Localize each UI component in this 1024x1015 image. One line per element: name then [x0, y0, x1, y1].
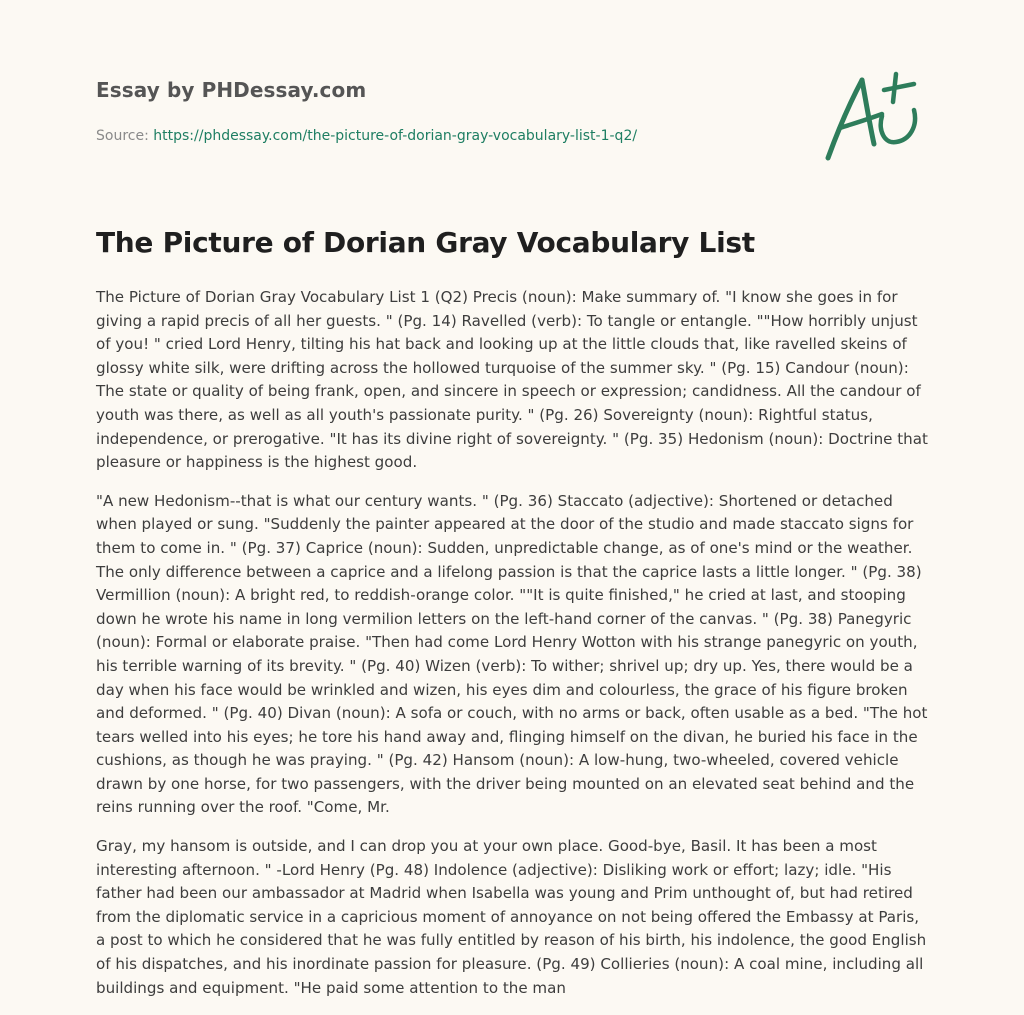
- header: [96, 78, 796, 144]
- page-title: The Picture of Dorian Gray Vocabulary List: [96, 226, 755, 259]
- paragraph: The Picture of Dorian Gray Vocabulary List 1 (Q2) Precis (noun): Make summary of. "I know she goes in for giving a rapid precis of all her guests. " (Pg. 14) Ravelled (verb): To tangle or entangle. ""How horribly unjust of you! " cried Lord Henry, tilting his hat back and looking up at the little clouds that, like ravelled skeins of glossy white silk, were drifting across the hollowed turquoise of the summer sky. " (Pg. 15) Candour (noun): The state or quality of being frank, open, and sincere in speech or expression; candidness. All the candour of youth was there, as well as all youth's passionate purity. " (Pg. 26) Sovereignty (noun): Rightful status, independence, or prerogative. "It has its divine right of sovereignty. " (Pg. 35) Hedonism (noun): Doctrine that pleasure or happiness is the highest good.: [96, 288, 928, 472]
- article-body: [96, 286, 932, 1015]
- source-line: [96, 128, 796, 144]
- paragraph: Gray, my hansom is outside, and I can drop you at your own place. Good-bye, Basil. It has been a most interesting afternoon. " -Lord Henry (Pg. 48) Indolence (adjective): Disliking work or effort; lazy; idle. "His father had been our ambassador at Madrid when Isabella was young and Prim unthought of, but had retired from the diplomatic service in a capricious moment of annoyance on not being offered the Embassy at Paris, a post to which he considered that he was fully entitled by reason of his birth, his indolence, the good English of his dispatches, and his inordinate passion for pleasure. (Pg. 49) Collieries (noun): A coal mine, including all buildings and equipment. "He paid some attention to the man: [96, 837, 927, 997]
- brand-title: Essay by PHDessay.com: [96, 78, 367, 102]
- source-label: Source:: [96, 128, 154, 144]
- a-plus-logo-graphic: [822, 70, 926, 164]
- source-link[interactable]: https://phdessay.com/the-picture-of-dorian-gray-vocabulary-list-1-q2/: [153, 128, 638, 144]
- paragraph: "A new Hedonism--that is what our century wants. " (Pg. 36) Staccato (adjective): Shortened or detached when played or sung. "Suddenly the painter appeared at the door of the studio and made staccato signs for them to come in. " (Pg. 37) Caprice (noun): Sudden, unpredictable change, as of one's mind or the weather. The only difference between a caprice and a lifelong passion is that the caprice lasts a little longer. " (Pg. 38) Vermillion (noun): A bright red, to reddish-orange color. ""It is quite finished," he cried at last, and stooping down he wrote his name in long vermilion letters on the left-hand corner of the canvas. " (Pg. 38) Panegyric (noun): Formal or elaborate praise. "Then had come Lord Henry Wotton with his strange panegyric on youth, his terrible warning of its brevity. " (Pg. 40) Wizen (verb): To wither; shrivel up; dry up. Yes, there would be a day when his face would be wrinkled and wizen, his eyes dim and colourless, the grace of his figure broken and deformed. " (Pg. 40) Divan (noun): A sofa or couch, with no arms or back, often usable as a bed. "The hot tears welled into his eyes; he tore his hand away and, flinging himself on the divan, he buried his face in the cushions, as though he was praying. " (Pg. 42) Hansom (noun): A low-hung, two-wheeled, covered vehicle drawn by one horse, for two passengers, with the driver being mounted on an elevated seat behind and the reins running over the roof. "Come, Mr.: [96, 491, 928, 817]
- a-plus-logo: [822, 70, 926, 164]
